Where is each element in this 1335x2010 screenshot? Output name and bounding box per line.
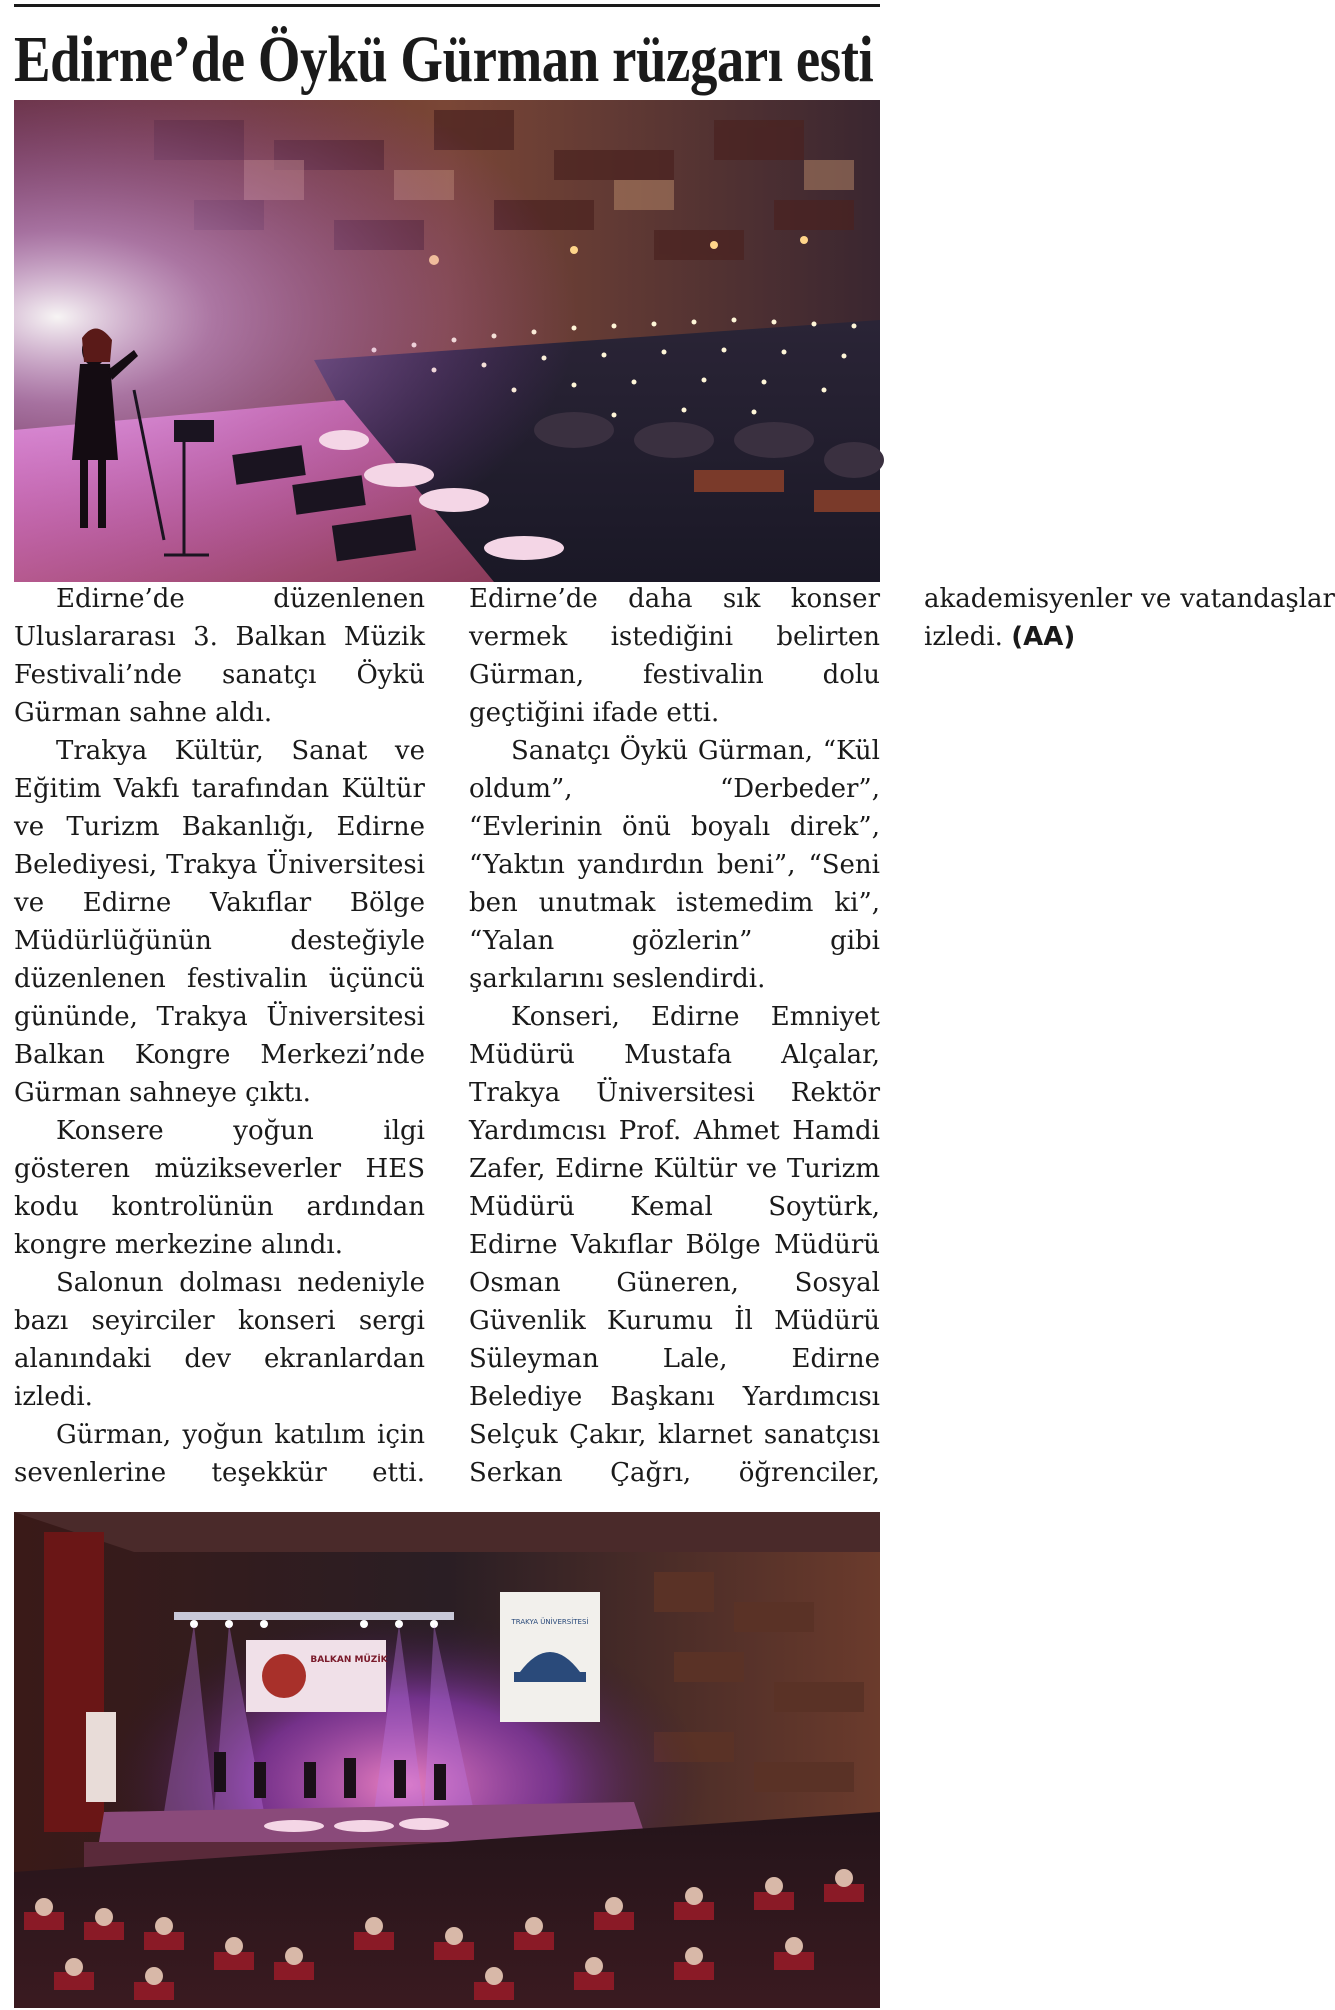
concert-photo-singer-image [14, 100, 880, 582]
article-paragraph: Trakya Kültür, Sanat ve Eğitim Vakfı tarafından Kültür ve Turizm Bakanlığı, Edirne Belediyesi, Trakya Üniversitesi ve Edirne Vakıflar Bölge Müdürlüğünün desteğiyle düzenlenen festivalin üçüncü gününde, Trakya Üniversitesi Balkan Kongre Merkezi’nde Gürman sahneye çıktı. [14, 736, 425, 1108]
article-paragraph-text: Konseri, Edirne Emniyet Müdürü Mustafa Alçalar, Trakya Üniversitesi Rektör Yardımcısı Prof. Ahmet Hamdi Zafer, Edirne Kültür ve Turizm Müdürü Kemal Soytürk, Edirne Vakıflar Bölge Müdürü Osman Güneren, Sosyal Güvenlik Kurumu İl Müdürü Süleyman Lale, Edirne Belediye Başkanı Yardımcısı Selçuk Çakır, klarnet sanatçısı Serkan Çağrı, öğrenciler, akademisyenler ve vatandaşlar izledi. [469, 584, 1335, 1488]
article-paragraph: Gürman, yoğun katılım için sevenlerine teşekkür etti. Edirne’de daha sık konser vermek istediğini belirten Gürman, festivalin dolu geçtiğini ifade etti. [14, 584, 880, 1488]
article-paragraph: Edirne’de düzenlenen Uluslararası 3. Balkan Müzik Festivali’nde sanatçı Öykü Gürman sahne aldı. [14, 584, 425, 728]
concert-photo-singer [14, 100, 880, 582]
headline: Edirne’de Öykü Gürman rüzgarı esti [14, 23, 874, 96]
top-rule [14, 4, 880, 7]
university-logo-text: TRAKYA ÜNİVERSİTESİ [511, 1618, 589, 1626]
article-paragraph: Konsere yoğun ilgi gösteren müzikseverler HES kodu kontrolünün ardından kongre merkezine alındı. [14, 1116, 425, 1260]
concert-hall-photo-image [14, 1512, 880, 2008]
article-body [14, 580, 1335, 1500]
article-paragraph: Sanatçı Öykü Gürman, “Kül oldum”, “Derbeder”, “Evlerinin önü boyalı direk”, “Yaktın yandırdın beni”, “Seni ben unutmak istemedim ki”, “Yalan gözlerin” gibi şarkılarını seslendirdi. [469, 736, 880, 994]
news-agency-credit: (AA) [1011, 622, 1076, 652]
concert-hall-photo [14, 1512, 880, 2008]
screen-title: BALKAN MÜZİK [310, 1655, 388, 1665]
article-paragraph: Salonun dolması nedeniyle bazı seyirciler konseri sergi alanındaki dev ekranlardan izledi. [14, 1268, 425, 1412]
